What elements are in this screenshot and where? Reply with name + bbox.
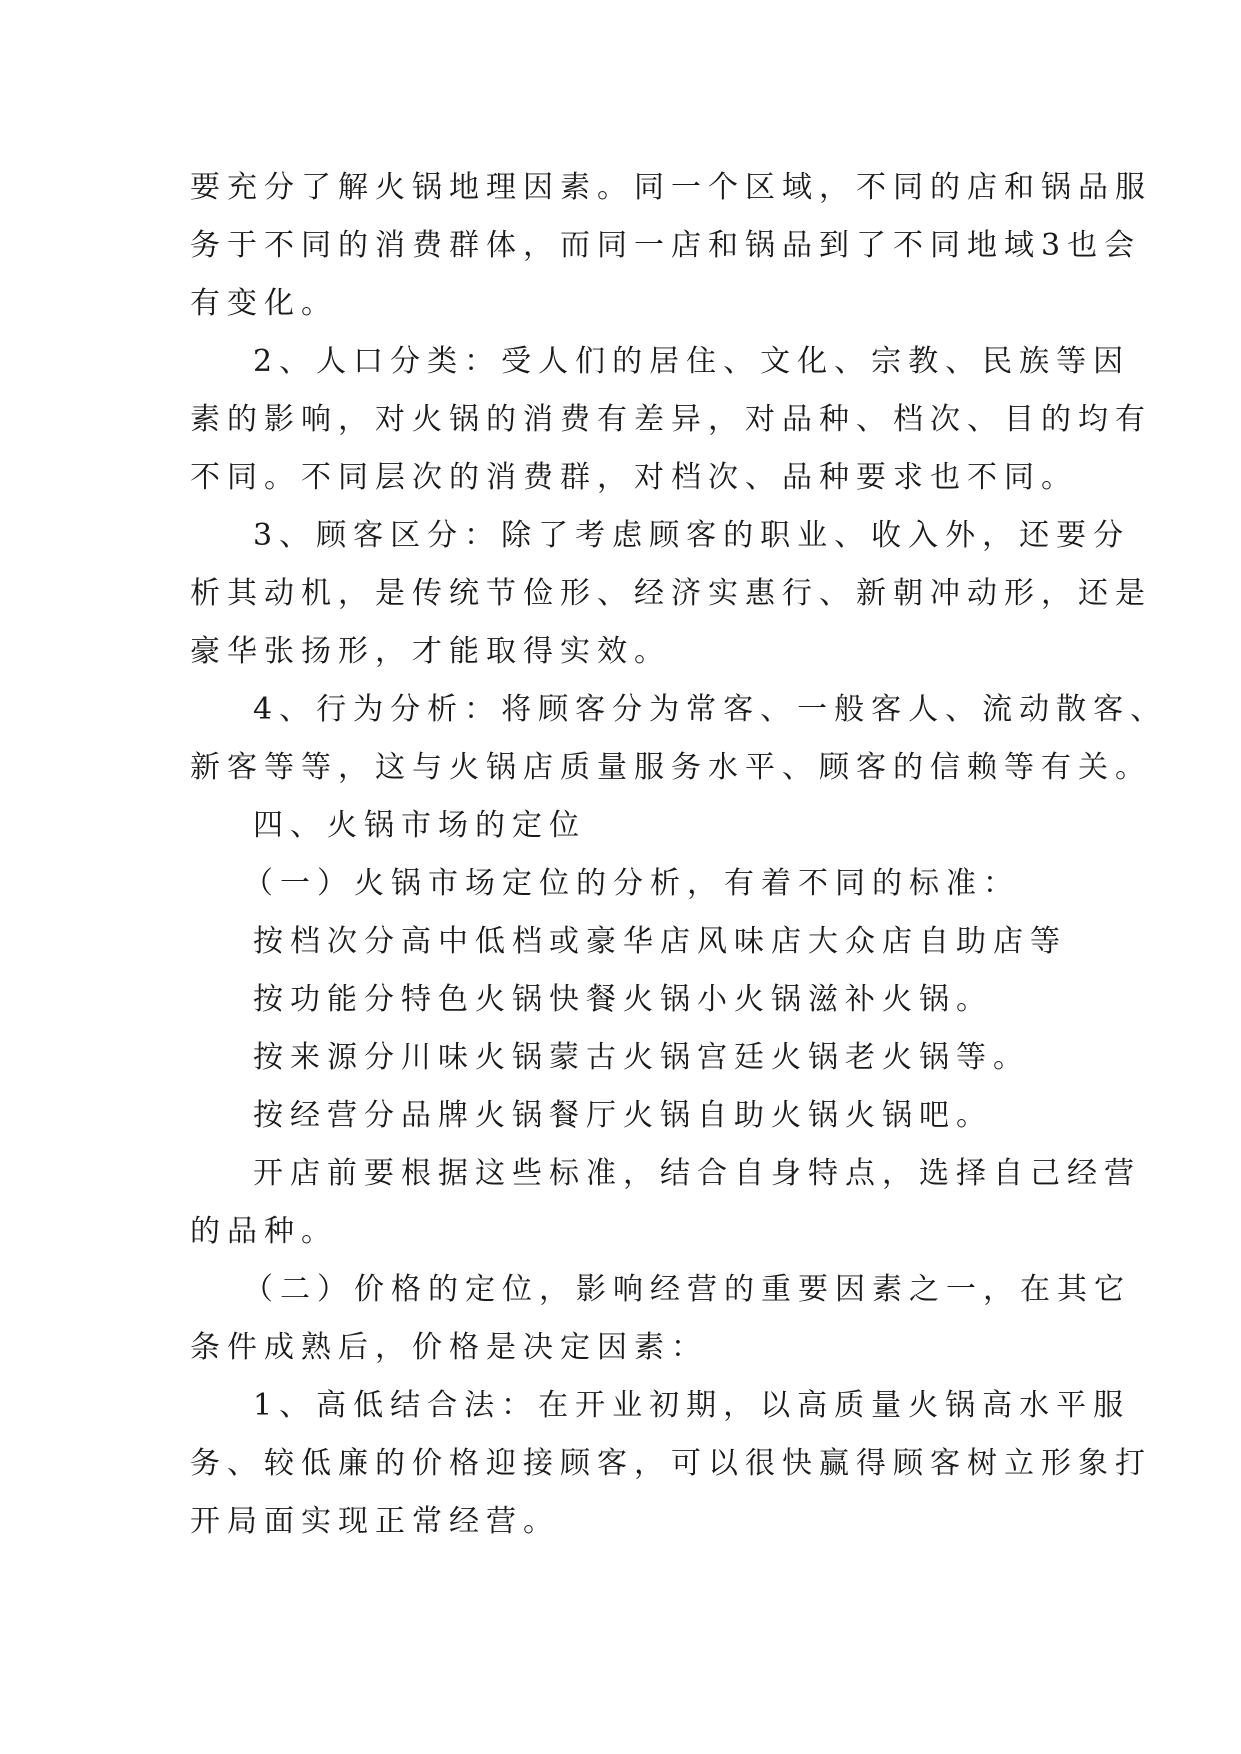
text-line: 的品种。 (190, 1214, 338, 1249)
text-line: 开局面实现正常经营。 (190, 1504, 560, 1539)
paragraph-start-line: 开店前要根据这些标准，结合自身特点，选择自己经营 (253, 1156, 1141, 1191)
text-line: 素的影响，对火锅的消费有差异，对品种、档次、目的均有 (190, 402, 1152, 437)
text-line: 析其动机，是传统节俭形、经济实惠行、新朝冲动形，还是 (190, 576, 1152, 611)
list-item: 按功能分特色火锅快餐火锅小火锅滋补火锅。 (253, 982, 993, 1017)
section-heading: 四、火锅市场的定位 (253, 808, 586, 843)
list-item: 按经营分品牌火锅餐厅火锅自助火锅火锅吧。 (253, 1098, 993, 1133)
list-item: 按档次分高中低档或豪华店风味店大众店自助店等 (253, 924, 1067, 959)
text-line: 不同。不同层次的消费群，对档次、品种要求也不同。 (190, 460, 1078, 495)
text-line: 要充分了解火锅地理因素。同一个区域，不同的店和锅品服 (190, 170, 1152, 205)
text-line: 新客等等，这与火锅店质量服务水平、顾客的信赖等有关。 (190, 750, 1152, 785)
paragraph-start-line: 3、顾客区分：除了考虑顾客的职业、收入外，还要分 (253, 518, 1131, 553)
text-line: 豪华张扬形，才能取得实效。 (190, 634, 671, 669)
text-line: 务于不同的消费群体，而同一店和锅品到了不同地域3也会 (190, 228, 1142, 263)
paragraph-start-line: 2、人口分类：受人们的居住、文化、宗教、民族等因 (253, 344, 1131, 379)
paragraph-start-line: 4、行为分析：将顾客分为常客、一般客人、流动散客、 (253, 692, 1168, 727)
text-line: 务、较低廉的价格迎接顾客，可以很快赢得顾客树立形象打 (190, 1446, 1152, 1481)
list-item: 按来源分川味火锅蒙古火锅宫廷火锅老火锅等。 (253, 1040, 1030, 1075)
paragraph-start-line: 1、高低结合法：在开业初期，以高质量火锅高水平服 (253, 1388, 1131, 1423)
subsection-heading: （一）火锅市场定位的分析，有着不同的标准： (243, 866, 1020, 901)
text-line: 有变化。 (190, 286, 338, 321)
subsection-heading: （二）价格的定位，影响经营的重要因素之一，在其它 (243, 1272, 1131, 1307)
text-line: 条件成熟后，价格是决定因素： (190, 1330, 708, 1365)
